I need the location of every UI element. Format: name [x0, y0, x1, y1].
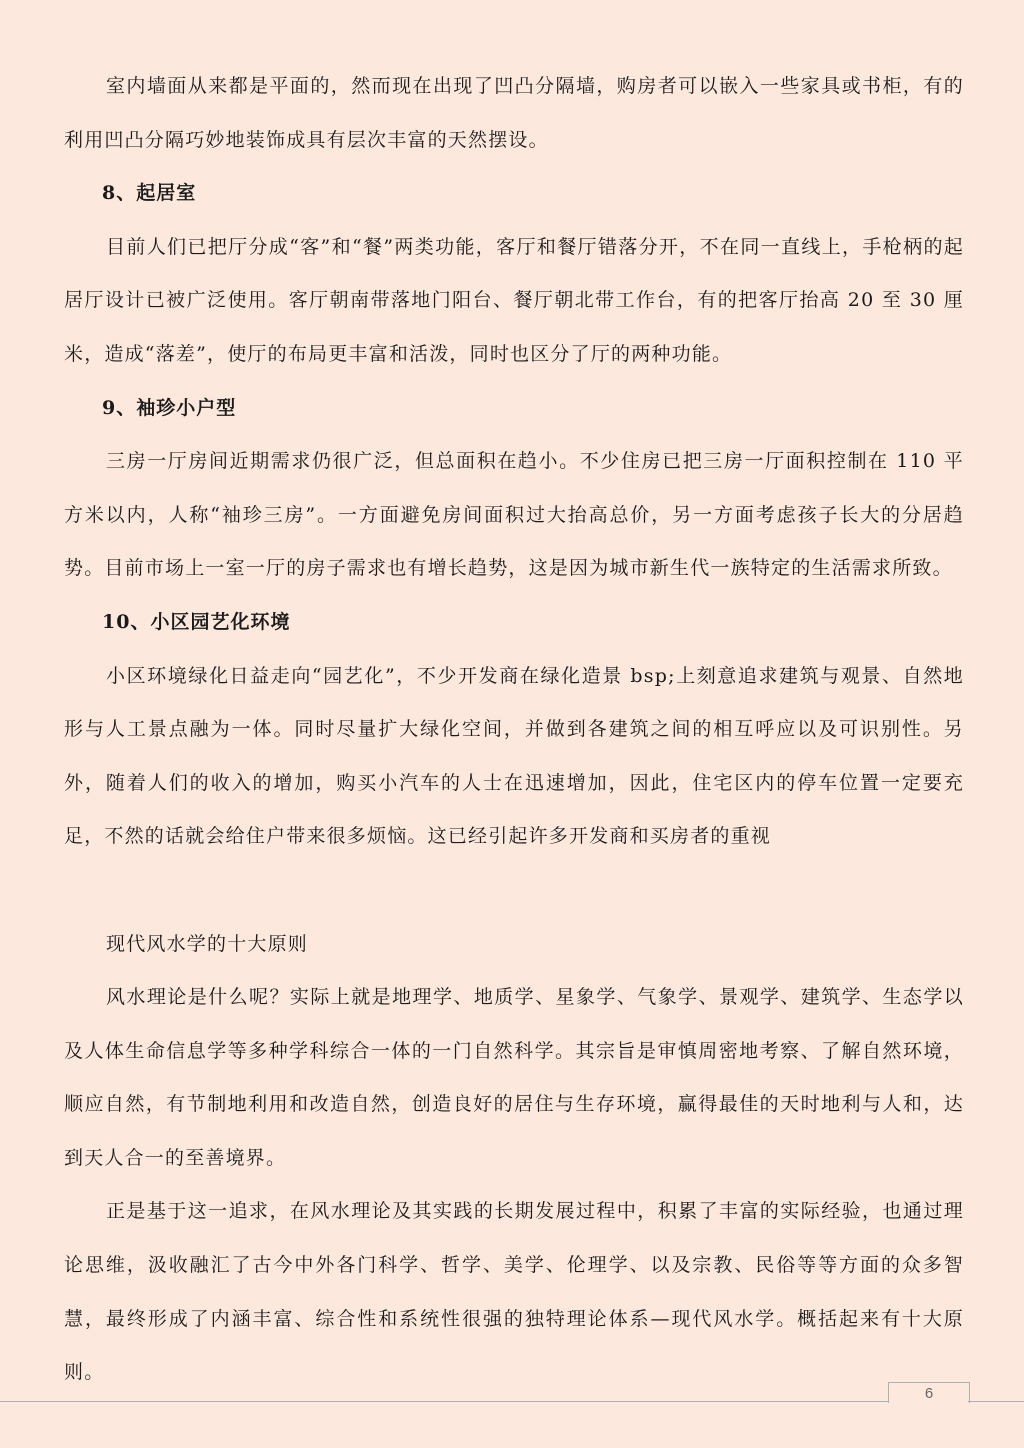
paragraph-garden-environment: 小区环境绿化日益走向“园艺化”，不少开发商在绿化造景 bsp;上刻意追求建筑与观景、自然地形与人工景点融为一体。同时尽量扩大绿化空间，并做到各建筑之间的相互呼应以及可识别性。另外，随着人们的收入的增加，购买小汽车的人士在迅速增加，因此，住宅区内的停车位置一定要充足，不然的话就会给住户带来很多烦恼。这已经引起许多开发商和买房者的重视: [64, 664, 964, 848]
section-title-fengshui: 现代风水学的十大原则: [106, 932, 309, 955]
paragraph-fengshui-principles: 正是基于这一追求，在风水理论及其实践的长期发展过程中，积累了丰富的实际经验，也通过理论思维，汲收融汇了古今中外各门科学、哲学、美学、伦理学、以及宗教、民俗等等方面的众多智慧，最终形成了内涵丰富、综合性和系统性很强的独特理论体系—现代风水学。概括起来有十大原则。: [64, 1200, 964, 1384]
page-number: 6: [888, 1382, 970, 1403]
heading-garden-environment: 10、小区园艺化环境: [102, 610, 291, 633]
footer-rule: [0, 1401, 888, 1402]
paragraph-partition-wall: 室内墙面从来都是平面的，然而现在出现了凹凸分隔墙，购房者可以嵌入一些家具或书柜，有的利用凹凸分隔巧妙地装饰成具有层次丰富的天然摆设。: [64, 75, 964, 151]
heading-compact-unit: 9、袖珍小户型: [102, 396, 237, 419]
paragraph-living-room: 目前人们已把厅分成“客”和“餐”两类功能，客厅和餐厅错落分开，不在同一直线上，手枪柄的起居厅设计已被广泛使用。客厅朝南带落地门阳台、餐厅朝北带工作台，有的把客厅抬高 20 至 30 厘米，造成“落差”，使厅的布局更丰富和活泼，同时也区分了厅的两种功能。: [64, 235, 964, 365]
footer-rule-right: [968, 1401, 1024, 1402]
paragraph-fengshui-theory: 风水理论是什么呢？实际上就是地理学、地质学、星象学、气象学、景观学、建筑学、生态学以及人体生命信息学等多种学科综合一体的一门自然科学。其宗旨是审慎周密地考察、了解自然环境，顺应自然，有节制地利用和改造自然，创造良好的居住与生存环境，赢得最佳的天时地利与人和，达到天人合一的至善境界。: [64, 986, 964, 1169]
document-body: [64, 60, 964, 1400]
paragraph-compact-unit: 三房一厅房间近期需求仍很广泛，但总面积在趋小。不少住房已把三房一厅面积控制在 110 平方米以内，人称“袖珍三房”。一方面避免房间面积过大抬高总价，另一方面考虑孩子长大的分居趋势。目前市场上一室一厅的房子需求也有增长趋势，这是因为城市新生代一族特定的生活需求所致。: [64, 450, 964, 580]
blank-line: [64, 864, 964, 918]
heading-living-room: 8、起居室: [102, 182, 197, 205]
